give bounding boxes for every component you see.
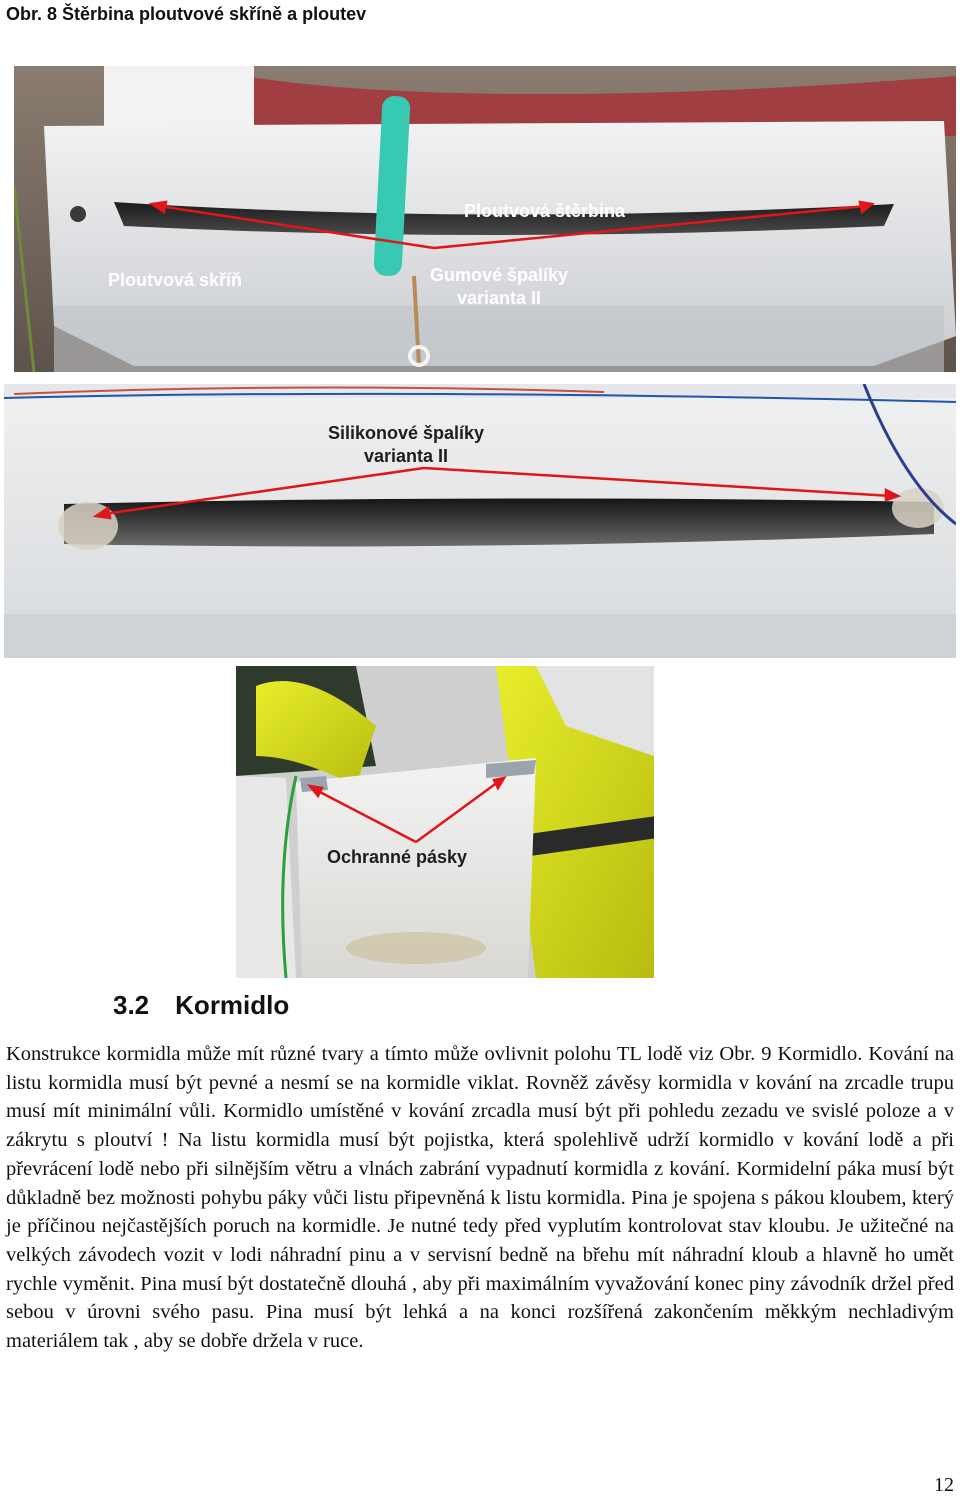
figure-title: Obr. 8 Štěrbina ploutvové skříně a ploutev [6,4,367,24]
section-heading [113,990,289,1021]
callout-silicone-pads [328,422,484,467]
section-title: Kormidlo [175,990,290,1020]
callout-rubber-pads-line2: varianta II [457,287,542,308]
body-paragraph: Konstrukce kormidla může mít různé tvary a tímto může ovlivnit polohu TL lodě viz Obr. 9 Kormidlo. Kování na listu kormidla musí být pevné a nesmí se na kormidle viklat. Rovněž závěsy kormidla v kování na zrcadle trupu musí mít minimální vůli. Kormidlo umístěné v kování zrcadla musí být při pohledu zezadu ve svislé poloze a v zákrytu s ploutví ! Na listu kormidla musí být pojistka, která spolehlivě udrží kormidlo v kování lodě a při převrácení lodě nebo při silnějším větru a vlnách zabrání vypadnutí kormidla z kování. Kormidelní páka musí být důkladně bez možnosti pohybu páky vůči listu připevněná k listu kormidla. Pina je spojena s pákou kloubem, který je příčinou nejčastějších poruch na kormidle. Je nutné tedy před vyplutím kontrolovat stav kloubu. Je užitečné na velkých závodech vozit v lodi náhradní pinu a v servisní bedně na břehu mít náhradní kloub a hlavně ho umět rychle vyměnit. Pina musí být dostatečně dlouhá , aby při maximálním vyvažování konec piny závodník držel před sebou v úrovni svého pasu. Pina musí být lehká a na konci rozšířená zakončením měkkým nechladivým materiálem tak , aby se dobře držela v ruce. [6,1043,954,1353]
callout-silicone-pads-line1: Silikonové špalíky [328,423,485,443]
photo-centerboard-tapes-image [236,666,654,978]
callout-rubber-pads [430,264,568,309]
section-number: 3.2 [113,990,150,1020]
callout-box: Ploutvová skříň [108,270,243,290]
photo-centerboard-tapes [236,666,654,978]
callout-protective-tapes: Ochranné pásky [327,847,468,867]
callout-slot: Ploutvová štěrbina [464,201,626,221]
callout-silicone-pads-line2: varianta II [364,445,449,466]
callout-rubber-pads-line1: Gumové špalíky [430,265,569,285]
page-number: 12 [934,1474,954,1496]
